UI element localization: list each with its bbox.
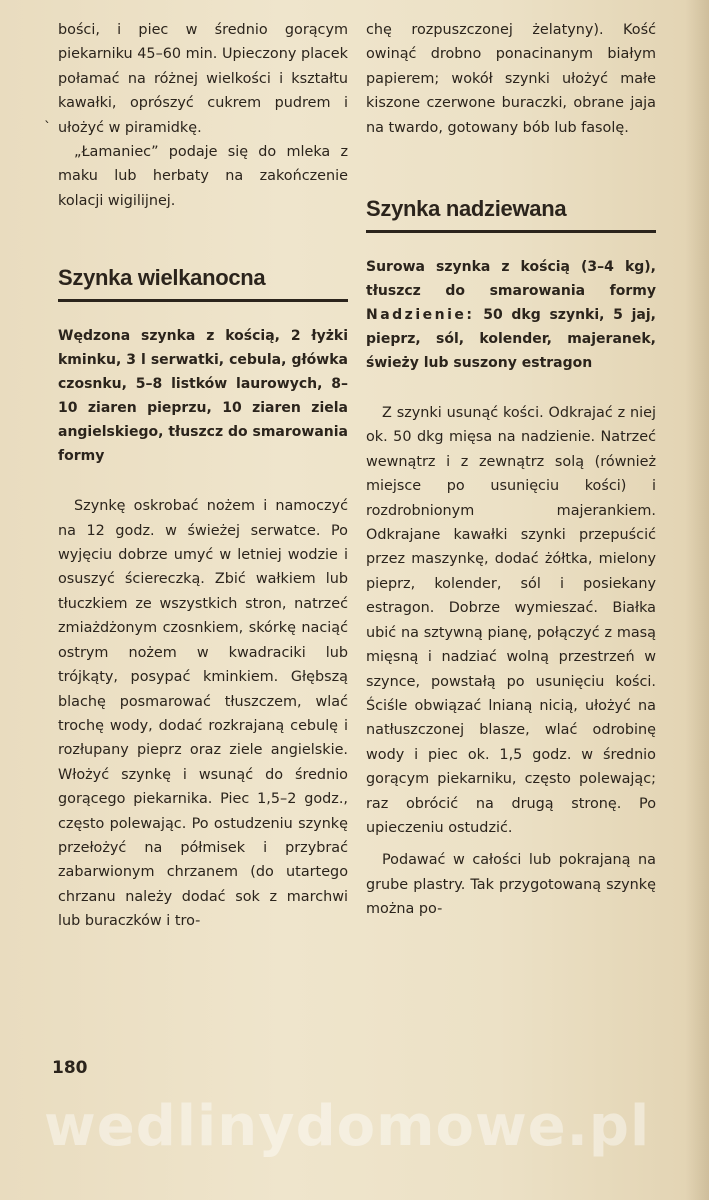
continued-paragraph-right: chę rozpuszczonej żelatyny). Kość owinąć drobno ponacinanym białym papierem; wokół szynki ułożyć małe kiszone czerwone buraczki, obrane jaja na twardo, gotowany bób lub fasolę. bbox=[366, 22, 656, 136]
serving-note: Podawać w całości lub pokrajaną na grube plastry. Tak przygotowaną szynkę można po- bbox=[366, 852, 656, 918]
continued-paragraph: bości, i piec w średnio gorącym piekarniku 45–60 min. Upieczony placek połamać na różnej wielkości i kształtu kawałki, oprószyć cukrem pudrem i ułożyć w piramidkę. bbox=[58, 22, 348, 136]
method-szynka-wielkanocna: Szynkę oskrobać nożem i namoczyć na 12 godz. w świeżej serwatce. Po wyjęciu dobrze umyć w letniej wodzie i osuszyć ściereczką. Zbić wałkiem lub tłuczkiem ze wszystkich stron, natrzeć zmiażdżonym czosnkiem, skórkę naciąć ostrym nożem w kwadraciki lub trójkąty, posypać kminkiem. Głębszą blachę posmarować tłuszczem, wlać trochę wody, dodać rozkrajaną cebulę i rozłupany pieprz oraz ziele angielskie. Włożyć szynkę i wsunąć do średnio gorącego piekarnika. Piec 1,5–2 godz., często polewając. Po ostudzeniu szynkę przełożyć na półmisek i przybrać zabarwionym chrzanem (do utartego chrzanu należy dodać sok z marchwi lub buraczków i tro- bbox=[58, 498, 348, 930]
page-number: 180 bbox=[52, 1058, 88, 1078]
ingredients-szynka-nadziewana bbox=[366, 255, 656, 375]
page-edge-shadow bbox=[685, 0, 709, 1200]
left-column bbox=[58, 18, 348, 934]
lamaniec-note: „Łamaniec” podaje się do mleka z maku lub herbaty na zakończenie kolacji wigilijnej. bbox=[58, 144, 348, 209]
ingredients-main: Surowa szynka z kością (3–4 kg), tłuszcz do smarowania formy bbox=[366, 259, 656, 300]
recipe-title-szynka-nadziewana: Szynka nadziewana bbox=[366, 196, 656, 233]
filling-text: 50 dkg szynki, 5 jaj, pieprz, sól, kolender, majeranek, świeży lub suszony estragon bbox=[366, 307, 656, 372]
right-column bbox=[366, 18, 656, 922]
watermark: wedlinydomowe.pl bbox=[44, 1094, 651, 1159]
margin-mark: ` bbox=[44, 120, 51, 136]
method-szynka-nadziewana: Z szynki usunąć kości. Odkrajać z niej ok. 50 dkg mięsa na nadzienie. Natrzeć wewnątrz i z zewnątrz solą (również miejsce po usunięciu kości) i rozdrobnionym majerankiem. Odkrajane kawałki szynki przepuścić przez maszynkę, dodać żółtka, mielony pieprz, kolender, sól i posiekany estragon. Dobrze wymieszać. Białka ubić na sztywną pianę, połączyć z masą mięsną i nadziać wolną przestrzeń w szynce, powstałą po usunięciu kości. Ściśle obwiązać lnianą nicią, ułożyć na natłuszczonej blasze, wlać odrobinę wody i piec ok. 1,5 godz. w średnio gorącym piekarniku, często polewając; raz obrócić na drugą stronę. Po upieczeniu ostudzić. bbox=[366, 405, 656, 836]
ingredients-szynka-wielkanocna: Wędzona szynka z kością, 2 łyżki kminku, 3 l serwatki, cebula, główka czosnku, 5–8 listków laurowych, 8–10 ziaren pieprzu, 10 ziaren ziela angielskiego, tłuszcz do smarowania formy bbox=[58, 328, 348, 465]
recipe-title-szynka-wielkanocna: Szynka wielkanocna bbox=[58, 265, 348, 302]
filling-label: Nadzienie: bbox=[366, 307, 475, 324]
